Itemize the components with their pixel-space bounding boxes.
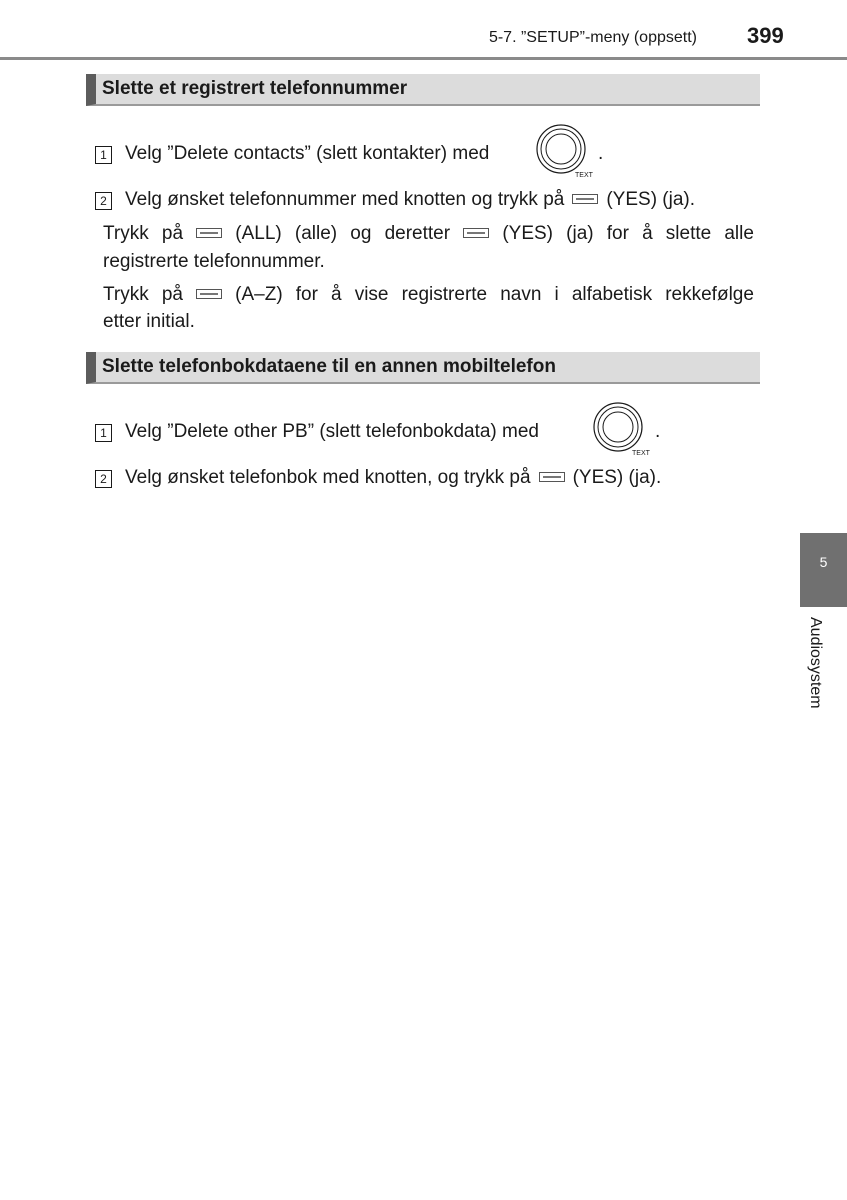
word: for [295, 284, 318, 305]
step-text-after: . [655, 421, 661, 442]
softkey-button-icon [572, 194, 598, 204]
note-line [103, 284, 754, 306]
header-rule [0, 57, 847, 60]
chapter-tab: 5 [800, 533, 847, 607]
word: og [350, 223, 372, 244]
knob-text-label: TEXT [575, 172, 593, 179]
tune-knob-icon [535, 122, 597, 180]
section-heading-delete-other-phonebook: Slette telefonbokdataene til en annen mobiltelefon [86, 352, 760, 384]
word: registrerte [401, 284, 488, 305]
softkey-button-icon [539, 472, 565, 482]
step-text [125, 189, 695, 211]
note-line: etter initial. [103, 311, 195, 332]
softkey-button-icon [196, 228, 222, 238]
word: å [642, 223, 653, 244]
word: rekkefølge [665, 284, 754, 305]
word: (A–Z) [235, 284, 283, 305]
step-text-before: Velg ønsket telefonbok med knotten, og trykk på [125, 467, 531, 488]
note-line [103, 223, 754, 245]
step-text-before: Velg ”Delete other PB” (slett telefonbokdata) med [125, 421, 540, 442]
word: vise [354, 284, 389, 305]
step-text [125, 143, 489, 165]
page-number: 399 [747, 23, 784, 48]
running-header: 5-7. ”SETUP”-meny (oppsett) [488, 29, 697, 46]
word: for [606, 223, 629, 244]
word: å [331, 284, 342, 305]
softkey-button-icon [196, 289, 222, 299]
step-number-box: 2 [95, 470, 112, 488]
word: alfabetisk [571, 284, 653, 305]
word: (ALL) [235, 223, 282, 244]
word: Trykk [103, 223, 149, 244]
word: deretter [384, 223, 451, 244]
word: navn [500, 284, 542, 305]
word: på [161, 223, 184, 244]
step-number-box: 2 [95, 192, 112, 210]
step-text [125, 421, 539, 443]
knob-text-label: TEXT [632, 450, 650, 457]
tune-knob-icon [592, 400, 654, 458]
softkey-button-icon [463, 228, 489, 238]
word: (alle) [294, 223, 338, 244]
word: i [554, 284, 559, 305]
word: (ja) [566, 223, 594, 244]
step-text [125, 467, 661, 489]
section-heading-delete-number: Slette et registrert telefonnummer [86, 74, 760, 106]
step-text-after: (YES) (ja). [572, 467, 662, 488]
step-text-after: . [598, 143, 604, 164]
word: Trykk [103, 284, 149, 305]
step-text-before: Velg ønsket telefonnummer med knotten og trykk på [125, 189, 565, 210]
word: på [161, 284, 183, 305]
word: slette [665, 223, 712, 244]
word: (YES) [502, 223, 554, 244]
step-text-after: (YES) (ja). [606, 189, 696, 210]
step-number-box: 1 [95, 146, 112, 164]
word: alle [724, 223, 754, 244]
note-line: registrerte telefonnummer. [103, 251, 325, 272]
step-number-box: 1 [95, 424, 112, 442]
step-text-before: Velg ”Delete contacts” (slett kontakter) med [125, 143, 490, 164]
chapter-title: Audiosystem [807, 617, 824, 709]
